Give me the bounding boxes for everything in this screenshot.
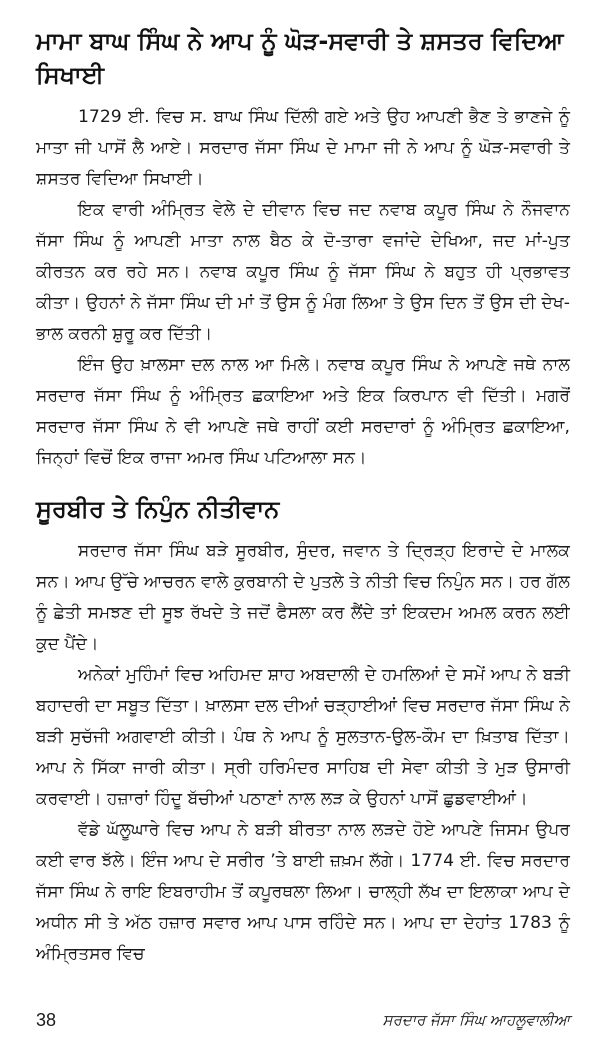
paragraph: ਵੱਡੇ ਘੱਲੂਘਾਰੇ ਵਿਚ ਆਪ ਨੇ ਬੜੀ ਬੀਰਤਾ ਨਾਲ ਲੜਦੇ ਹੋਏ ਆਪਣੇ ਜਿਸਮ ਉਪਰ ਕਈ ਵਾਰ ਝੱਲੇ। ਇੰਜ ਆਪ ਦੇ ਸਰੀਰ ’ਤੇ ਬਾਈ ਜ਼ਖ਼ਮ ਲੱਗੇ। 1774 ਈ. ਵਿਚ ਸਰਦਾਰ ਜੱਸਾ ਸਿੰਘ ਨੇ ਰਾਇ ਇਬਰਾਹੀਮ ਤੋਂ ਕਪੂਰਥਲਾ ਲਿਆ। ਚਾਲ੍ਹੀ ਲੱਖ ਦਾ ਇਲਾਕਾ ਆਪ ਦੇ ਅਧੀਨ ਸੀ ਤੇ ਅੱਠ ਹਜ਼ਾਰ ਸਵਾਰ ਆਪ ਪਾਸ ਰਹਿੰਦੇ ਸਨ। ਆਪ ਦਾ ਦੇਹਾਂਤ 1783 ਨੂੰ ਅੰਮ੍ਰਿਤਸਰ ਵਿਚ — [36, 820, 570, 964]
paragraph: ਸਰਦਾਰ ਜੱਸਾ ਸਿੰਘ ਬੜੇ ਸੂਰਬੀਰ, ਸੁੰਦਰ, ਜਵਾਨ ਤੇ ਦ੍ਰਿੜ੍ਹ ਇਰਾਦੇ ਦੇ ਮਾਲਕ ਸਨ। ਆਪ ਉੱਚੇ ਆਚਰਨ ਵਾਲੇ ਕੁਰਬਾਨੀ ਦੇ ਪੁਤਲੇ ਤੇ ਨੀਤੀ ਵਿਚ ਨਿਪੁੰਨ ਸਨ। ਹਰ ਗੱਲ ਨੂੰ ਛੇਤੀ ਸਮਝਣ ਦੀ ਸੂਝ ਰੱਖਦੇ ਤੇ ਜਦੋਂ ਫੈਸਲਾ ਕਰ ਲੈਂਦੇ ਤਾਂ ਇਕਦਮ ਅਮਲ ਕਰਨ ਲਈ ਕੁਦ ਪੈਂਦੇ। — [36, 541, 570, 654]
page-number: 38 — [36, 1009, 57, 1030]
section-heading: ਸੂਰਬੀਰ ਤੇ ਨਿਪੁੰਨ ਨੀਤੀਵਾਨ — [36, 495, 280, 523]
paragraph: ਅਨੇਕਾਂ ਮੁਹਿੰਮਾਂ ਵਿਚ ਅਹਿਮਦ ਸ਼ਾਹ ਅਬਦਾਲੀ ਦੇ ਹਮਲਿਆਂ ਦੇ ਸਮੇਂ ਆਪ ਨੇ ਬੜੀ ਬਹਾਦਰੀ ਦਾ ਸਬੂਤ ਦਿੱਤਾ। ਖ਼ਾਲਸਾ ਦਲ ਦੀਆਂ ਚੜ੍ਹਾਈਆਂ ਵਿਚ ਸਰਦਾਰ ਜੱਸਾ ਸਿੰਘ ਨੇ ਬੜੀ ਸੁਚੱਜੀ ਅਗਵਾਈ ਕੀਤੀ। ਪੰਥ ਨੇ ਆਪ ਨੂੰ ਸੁਲਤਾਨ-ਉਲ-ਕੌਮ ਦਾ ਖ਼ਿਤਾਬ ਦਿੱਤਾ। ਆਪ ਨੇ ਸਿੱਕਾ ਜਾਰੀ ਕੀਤਾ। ਸ੍ਰੀ ਹਰਿਮੰਦਰ ਸਾਹਿਬ ਦੀ ਸੇਵਾ ਕੀਤੀ ਤੇ ਮੁੜ ਉਸਾਰੀ ਕਰਵਾਈ। ਹਜ਼ਾਰਾਂ ਹਿੰਦੂ ਬੱਚੀਆਂ ਪਠਾਣਾਂ ਨਾਲ ਲੜ ਕੇ ਉਹਨਾਂ ਪਾਸੋਂ ਛੁਡਵਾਈਆਂ। — [36, 665, 570, 809]
page-footer — [36, 1008, 570, 1032]
running-title: ਸਰਦਾਰ ਜੱਸਾ ਸਿੰਘ ਆਹਲੂਵਾਲੀਆ — [382, 1011, 570, 1029]
paragraph: ਇੰਜ ਉਹ ਖ਼ਾਲਸਾ ਦਲ ਨਾਲ ਆ ਮਿਲੇ। ਨਵਾਬ ਕਪੂਰ ਸਿੰਘ ਨੇ ਆਪਣੇ ਜਥੇ ਨਾਲ ਸਰਦਾਰ ਜੱਸਾ ਸਿੰਘ ਨੂੰ ਅੰਮ੍ਰਿਤ ਛਕਾਇਆ ਅਤੇ ਇਕ ਕਿਰਪਾਨ ਵੀ ਦਿੱਤੀ। ਮਗਰੋਂ ਸਰਦਾਰ ਜੱਸਾ ਸਿੰਘ ਨੇ ਵੀ ਆਪਣੇ ਜਥੇ ਰਾਹੀਂ ਕਈ ਸਰਦਾਰਾਂ ਨੂੰ ਅੰਮ੍ਰਿਤ ਛਕਾਇਆ, ਜਿਨ੍ਹਾਂ ਵਿਚੋਂ ਇਕ ਰਾਜਾ ਅਮਰ ਸਿੰਘ ਪਟਿਆਲਾ ਸਨ। — [36, 355, 570, 468]
paragraph: ਇਕ ਵਾਰੀ ਅੰਮ੍ਰਿਤ ਵੇਲੇ ਦੇ ਦੀਵਾਨ ਵਿਚ ਜਦ ਨਵਾਬ ਕਪੂਰ ਸਿੰਘ ਨੇ ਨੌਜਵਾਨ ਜੱਸਾ ਸਿੰਘ ਨੂੰ ਆਪਣੀ ਮਾਤਾ ਨਾਲ ਬੈਠ ਕੇ ਦੋ-ਤਾਰਾ ਵਜਾਂਦੇ ਦੇਖਿਆ, ਜਦ ਮਾਂ-ਪੁਤ ਕੀਰਤਨ ਕਰ ਰਹੇ ਸਨ। ਨਵਾਬ ਕਪੂਰ ਸਿੰਘ ਨੂੰ ਜੱਸਾ ਸਿੰਘ ਨੇ ਬਹੁਤ ਹੀ ਪ੍ਰਭਾਵਤ ਕੀਤਾ। ਉਹਨਾਂ ਨੇ ਜੱਸਾ ਸਿੰਘ ਦੀ ਮਾਂ ਤੋਂ ਉਸ ਨੂੰ ਮੰਗ ਲਿਆ ਤੇ ਉਸ ਦਿਨ ਤੋਂ ਉਸ ਦੀ ਦੇਖ-ਭਾਲ ਕਰਨੀ ਸ਼ੁਰੂ ਕਰ ਦਿੱਤੀ। — [36, 200, 570, 344]
page-body — [36, 24, 570, 970]
paragraph: 1729 ਈ. ਵਿਚ ਸ. ਬਾਘ ਸਿੰਘ ਦਿੱਲੀ ਗਏ ਅਤੇ ਉਹ ਆਪਣੀ ਭੈਣ ਤੇ ਭਾਣਜੇ ਨੂੰ ਮਾਤਾ ਜੀ ਪਾਸੋਂ ਲੈ ਆਏ। ਸਰਦਾਰ ਜੱਸਾ ਸਿੰਘ ਦੇ ਮਾਮਾ ਜੀ ਨੇ ਆਪ ਨੂੰ ਘੋੜ-ਸਵਾਰੀ ਤੇ ਸ਼ਸਤਰ ਵਿਦਿਆ ਸਿਖਾਈ। — [36, 107, 570, 189]
section-heading: ਮਾਮਾ ਬਾਘ ਸਿੰਘ ਨੇ ਆਪ ਨੂੰ ਘੋੜ-ਸਵਾਰੀ ਤੇ ਸ਼ਸਤਰ ਵਿਦਿਆ ਸਿਖਾਈ — [36, 27, 564, 89]
